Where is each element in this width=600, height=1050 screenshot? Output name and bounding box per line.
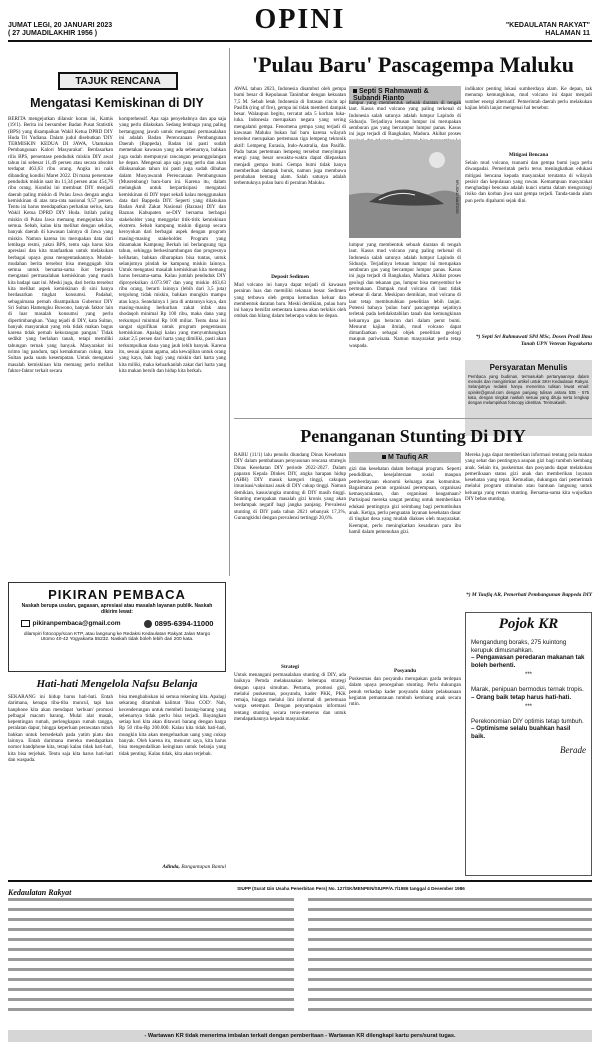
pojok-item-text: Marak, penipuan bermodus ternak tropis. (471, 685, 584, 693)
imprint-line (8, 938, 294, 941)
masthead-paper: "KEDAULATAN RAKYAT" HALAMAN 11 (505, 22, 590, 37)
pulau-subhead-deposit: Deposit Sedimen (271, 274, 309, 280)
section-divider (234, 418, 592, 419)
imprint-line (8, 898, 294, 901)
pulau-col1: AWAL tahun 2023, Indonesia disambut oleh gempa bumi besar di Kepulauan Tanimbar dengan kekuatan 7,5 M. Sebab letak Indonesia di lintasan cincin api Pasifik (ring of fire), gempa ini tidak memberi dampak besar. Walaupun begitu, tercatat ada 5 korban luka-luka. Indonesia merupakan negara yang sering mengalami gempa. Fenomena gempa yang terjadi di kawasan Maluku bukan hal baru karena wilayah tersebut merupakan pertemuan tiga lempeng tektonik aktif: Lempeng Eurasia, Indo-Australia, dan Pasifik. Pada batas pertemuan lempeng tersebut menyimpan energi yang besar sewaktu-waktu dapat dilepaskan menjadi gempa bumi. Gempa bumi tidak hanya memberikan dampak buruk, namun juga membawa perubahan bentang alam. Salah satunya adalah terbentuknya pulau baru di perairan Maluku. (234, 86, 346, 187)
stunting-col3: Mereka juga dapat memberikan informasi tentang pola makan yang sehat dan pentingnya asupan gizi bagi tumbuh kembang anak. Selain itu, puskesmas dan posyandu dapat melakukan pemeriksaan status gizi anak dan memberikan layanan kesehatan yang tepat. Kemudian, dukungan dari pemerintah melalui program stimulan atau bantuan langsung untuk keluarga yang rentan stunting. Bersama-sama kita wujudkan DIY bebas stunting. (465, 452, 592, 503)
stunting-col1: RABU (11/1) lalu penulis diundang Dinas Kesehatan DIY dalam pembahasan penyusunan rencana strategis Dinas Kesehatan DIY periode 2022-2027. Dalam paparan Kepala Dinkes DIY, angka harapan hidup (AHH) DIY masuk kategori tinggi, cakupan imunisasi/vaksinasi anak di DIY cukup tinggi. Namun demikian, kasus/angka stunting di DIY masih tinggi. Stunting merupakan masalah gizi kronis yang akan berdampak negatif bagi jangka panjang. Prevalensi stunting di DIY pada tahun 2021 sebanyak 17,3%, Gunungkidul dengan prevalensi tertinggi 20,6%. (234, 452, 346, 521)
imprint-line (308, 1008, 592, 1011)
stunting-col2b: Puskesmas dan posyandu merupakan garda terdepan dalam upaya pencegahan stunting. Perlu dukungan penuh terhadap kader posyandu dalam pelaksanaan kegiatan pemantauan tumbuh kembang anak secara rutin. (349, 676, 461, 708)
tajuk-col2: komprehensif. Apa saja penyebabnya dan apa saja yang perlu dilakukan. Sedang lembaga yang paling bertanggung jawab untuk mengatasi permasalahan ini adalah Badan Perencanaan Pembangunan Daerah (Bappeda). Badan ini pasti sudah memetakan kawasan yang ada sebenarnya, bahkan juga sudah mempunyai rancangan penanggulangan ke depan. Mengenai apa saja yang perlu dan akan dilaksanakan tahun ini pasti juga sudah dibahas dalam Musyawarah Perencanaan Pembangunan (Musrenbang) baru-baru ini. Karena itu, dalam melangkah untuk berpartisipasi mengatasi kemiskinan di DIY tepat sekali kalau menggunakan data dari Bappeda DIY. Seperti yang dilakukan Badan Amil Zakat Nasional (Baznas) DIY dan Baznas Kabupaten se-DIY bersama berbagai stakeholder yang menggelar titik-titik kemiskinan ekstrem. Sebab kampung miskin digarap secara keroyokan dari berbagai aspek dengan program masing-masing stakeholder. Program yang dinamakan Kampung Berkah ini berlangsung tiga tahun, sehingga berkesinambungan dan progresnya kelihatan, bahkan diharapkan bisa tuntas, untuk selanjutnya pindah ke kampung miskin lainnya. Untuk mengatasi masalah kemiskinan kita memang harus bersama-sama. Kalau jumlah penduduk DIY diproyeksikan 4.073.907 dan yang miskin 463,63 ribu orang, berarti lainnya (lebih dari 3,5 juta) tergolong tidak miskin, bahkan mungkin mampu atau kaya. Seandainya 1 juta di antaranya kaya, dan masing-masing berkurban zakat infak atau shodaqoh minimal Rp 100 ribu, maka dana yang terkumpul minimal Rp 100 miliar. Tentu dana ini sangat signifikan untuk program pengentasan kemiskinan. Apalagi kalau yang menyumbangkan zakat 2,5 persen dari harta yang dimiliki, pasti akan terkumpulkan dana yang jauh lebih banyak. Karena itu, sesuai ajaran agama, ada kewajiban untuk orang yang kaya, hak bagi yang miskin dari harta yang kita miliki, maka keluarkanlah zakat dari harta yang kita makan bersih dan hidup kita berkah. (119, 116, 226, 374)
imprint-line (8, 998, 294, 1001)
hati-signature: Adinda, Banguntapan Bantul (162, 864, 226, 870)
whatsapp-icon (144, 620, 152, 628)
pojok-signature: Berade (560, 744, 586, 755)
pulau-title: 'Pulau Baru' Pascagempa Maluku (251, 52, 575, 77)
imprint-line (308, 958, 592, 961)
stunting-author: M Taufiq AR (349, 452, 461, 463)
imprint-line (308, 938, 592, 941)
imprint-line (308, 988, 592, 991)
persyaratan-body: Pembaca yang budiman, termasukah pertanyaannya dalam menulis dan mengirimkan artikel untuk SKH Kedaulatan Rakyat. Selanjutnya redaksi hanya menerima tulisan lewat email: opinikr@gmail.com dengan panjang tulisan antara 535 - 575 kata, dengan singkat naskah sesuai yang dituju serta lengkap dengan melampirkan fotocopy identitas. Terimakasih. (468, 374, 589, 406)
footer-disclaimer: - Wartawan KR tidak menerima imbalan terkait dengan pemberitaan - Wartawan KR dilengkapi kartu pers/surat tugas. (8, 1030, 592, 1042)
hati-title: Hati-hati Mengelola Nafsu Belanja (36, 678, 198, 690)
imprint-line (8, 928, 294, 931)
pulau-subhead-mitigasi: Mitigasi Bencana (508, 152, 549, 158)
pulau-col2-top: lumpur yang membentuk sebuah daratan di tengah laut. Kasus mud volcano yang paling terkenal di Indonesia salah satunya adalah lumpur Lapindo di Sidoarjo. Terjadinya letusan lumpur ini merupakan semburan gas yang bercampur lumpur panas. Kasus ini juga terjadi di Bangkalan, Madura. Akibat proses (349, 100, 461, 138)
photo-credit: KR-JOKO SANTOSO (455, 180, 459, 214)
pikiran-tagline: Naskah berupa usulan, gagasan, apresiasi atau masalah layanan publik. Naskah dikirim lewat: (21, 603, 213, 615)
pikiran-whatsapp[interactable]: 0895-6394-11000 (144, 619, 214, 628)
stunting-col1b: Untuk menangani permasalahan stunting di DIY, ada baiknya Pemda melaksanakan beberapa strategi dengan upaya simultan. Pertama, promosi gizi, melalui puskesmas, posyandu, kader PKK, PKK remaja, hingga melalui lini informal di pertemuan warga setempat. Dengan penyampaian informasi tentang stunting secara terus-menerus dan untuk mendapatkannya kepada masyarakat. (234, 672, 346, 723)
persyaratan-title: Persyaratan Menulis (489, 363, 568, 372)
pikiran-note: dilampiri fotocopy/scan KTP, atau langsung ke Redaksi Kedaulatan Rakyat Jalan Margo Utomo 40-42 Yogyakarta 55232. Naskah tidak boleh lebih dari 200 kata. (23, 632, 211, 642)
pulau-col3b: Selain mud volcano, tsunami dan gempa bumi juga perlu diwaspadai. Pemerintah perlu terus meningkatkan edukasi mitigasi bencana kepada masyarakat terutama di wilayah pesisir dan kepulauan yang rawan. Kemampuan masyarakat menghadapi bencana adalah kunci utama dalam mengurangi risiko dan korban jiwa saat gempa terjadi. Tanda-tanda alam pun perlu dipahami sejak dini. (465, 160, 592, 204)
pojok-item-quip: – Orang baik tetap harus hati-hati. (471, 693, 572, 701)
imprint-line (308, 968, 592, 971)
island-illustration-svg (349, 140, 461, 238)
pikiran-title: PIKIRAN PEMBACA (48, 587, 186, 602)
section-title: OPINI (254, 4, 346, 35)
imprint-line (8, 968, 294, 971)
stunting-subhead-posyandu: Posyandu (393, 668, 417, 674)
imprint-line (308, 998, 592, 1001)
tajuk-col1: BERITA mengejutkan dilansir koran ini, Kamis (19/1). Berita ini bersumber Badan Pusat Statistik (BPS) yang disampaikan Wakil Ketua DPRD DIY Huda Tri Yudiana. Dalam judul disebutkan 'DIY TERMISKIN KEDUA DI JAWA, Utamakan Pembangunan Kalori Masyarakat'. Berdasarkan rilis BPS, persentase penduduk miskin DIY awal tahun ini sebesar 11,49 persen atau secara absolut terdapat 463,63 ribu orang. Angka ini naik dibanding kondisi Maret 2022. Di mana persentase penduduk miskin saat itu 11,34 persen atau 454,76 ribu orang. Kondisi ini membuat DIY menjadi daerah paling miskin di Pulau Jawa dengan angka kemiskinan di atas rata-rata nasional 9,57 persen. Tentu ini harus mendapatkan perhatian serius, kata Wakil Ketua DPRD DIY Huda. Istilah paling miskin di Pulau Jawa memang mengejutkan kita semua. Sebab, kalau kita melihat dengan sekilas, banyak daerah di kawasan lainnya di Jawa yang miskin. Namun karena itu merupakan data dari lembaga resmi, yakni BPS, tentu saja harus kita apresiasi dan kita manfaatkan untuk melakukan berbagai upaya guna mengentaskannya. Mudah-mudahan berita tersebut bisa menggugah kita semua untuk bersama-sama ikut berperan mengatasi permasalahan kemiskinan yang masih kita hadapi saat ini. Meski juga, dari berita tersebut kita melihat aspek kemiskinan di sini hanya berdasarkan tingkat konsumsi. Padahal, sebagaimana pernah disampaikan Gubernur DIY Sri Sultan Hamengku Buwono, banyak faktor lain di luar masalah konsumsi yang perlu dipertimbangkan. 'Yang tejadi di DIY, kata Sultan, banyak masyarakat yang rela tidak makan bagus karena tidak pernah kekurangan pangan.' Tidak sedikit yang berlahan tanah, tetapi memiliki tabungan ternak yang banyak. Masyarakat ini nrimo ing pandum, tapi kemakmuran cukup, kata Sultan pada suatu kesempatan. Untuk mengatasi masalah kemiskinan kita memang perlu melihat faktor-faktor terkait secara (8, 116, 113, 374)
persyaratan-box (465, 360, 592, 436)
stunting-signature: *) M Taufiq AR, Pemerhati Pembangunan Bappeda DIY (466, 592, 592, 598)
pojok-items (471, 639, 586, 741)
footer-imprint (8, 896, 592, 1026)
pojok-separator: *** (524, 672, 532, 679)
pulau-author: Septi S Rahmawati & Subandi Rianto (349, 86, 461, 104)
pojok-kr-box (465, 612, 592, 876)
footer-rule (8, 880, 592, 882)
footer-brand: Kedaulatan Rakyat (8, 888, 72, 897)
imprint-line (308, 948, 592, 951)
column-divider (229, 48, 230, 576)
pojok-item (471, 639, 586, 680)
bullet-icon (353, 89, 357, 93)
imprint-line (8, 948, 294, 951)
tajuk-title: Mengatasi Kemiskinan di DIY (30, 96, 204, 110)
bullet-icon (382, 455, 386, 459)
pojok-item-text: Mengandung boraks, 275 kuintong kerupuk dimusnahkan. (471, 639, 567, 654)
imprint-line (8, 908, 294, 911)
footer-siup: SIUPP (Surat Izin Usaha Penerbitan Pers) No. 127/SK/MENPEN/SIUPP/A.7/1986 tanggal 4 Desember 1986 (237, 886, 465, 891)
imprint-line (8, 988, 294, 991)
pojok-item (471, 686, 586, 712)
pulau-illustration (349, 140, 461, 238)
hati-col2: bisa menghabiskan isi semua rekening kita. Apalagi sekarang ditambah kalimat 'Bisa COD'. Nah, kecenderungan untuk membeli barang-barang yang sebenarnya tidak perlu bisa terjadi. Bayangkan setiap hari kita akan ditawari barang dengan harga Rp 50 ribu-Rp 200.000. Kalau kita tidak hati-hati, mungkin kita akan mengeluarkan uang yang cukup banyak. Oleh karena itu, menurut saya, kita harus bisa mengendalikan keinginan untuk belanja yang tidak penting. Kalau tidak, kita akan terjebak. (119, 694, 226, 757)
stunting-col2: gizi dan kesehatan dalam berbagai program. Seperti pendidikan, kesejahteraan sosial maupun pemberdayaan ekonomi keluarga atau komunitas. Bagaimana peran organisasi perempuan, organisasi kemasyarakatan, dan organisasi keagamaan? Partisipasi mereka sangat penting untuk memberikan edukasi pentingnya gizi seimbang bagi pertumbuhan anak. Ketiga, perlu penguatan layanan kesehatan dasar di tingkat desa yang mudah diakses oleh masyarakat. Keempat, perlu meningkatkan kesadaran para ibu hamil dalam pemenuhan gizi. (349, 466, 461, 535)
imprint-line (308, 918, 592, 921)
imprint-line (308, 898, 592, 901)
masthead-date: JUMAT LEGI, 20 JANUARI 2023 ( 27 JUMADILAKHIR 1956 ) (8, 22, 113, 37)
stunting-subhead-strategi: Strategi (281, 664, 299, 670)
stunting-title: Penanganan Stunting Di DIY (300, 426, 526, 446)
imprint-line (8, 918, 294, 921)
pojok-item-quip: – Pengawasan peredaran makanan tak boleh berhenti. (471, 654, 585, 669)
pulau-col1b: Mud volcano ini hanya dapat terjadi di kawasan perairan luas dan memiliki tekanan besar. Sedimen yang terbawa oleh gempa kemudian keluar dan membentuk daratan baru. Meski demikian, pulau baru ini hanya bersifat sementara karena akan terkikis oleh ombak dan hilang dalam beberapa waktu ke depan. (234, 282, 346, 320)
pulau-signature: *) Septi Sri Rahmawati SPd MSc, Dosen Prodi Ilmu Tanah UPN Veteran Yogyakarta (475, 334, 592, 347)
imprint-line (308, 978, 592, 981)
imprint-line (308, 928, 592, 931)
imprint-line (8, 958, 294, 961)
pojok-separator: *** (524, 704, 532, 711)
pikiran-pembaca-box (8, 582, 226, 672)
pojok-item-text: Perekonomian DIY optimis tetap tumbuh. (471, 717, 584, 725)
imprint-text-lines (8, 896, 592, 1026)
pulau-col2: lumpur yang membentuk sebuah daratan di tengah laut. Kasus mud volcano yang paling terkenal di Indonesia salah satunya adalah lumpur Lapindo di Sidoarjo. Terjadinya letusan lumpur ini merupakan semburan gas yang bercampur lumpur panas. Kasus ini juga terjadi di Bangkalan, Madura. Akibat proses geologi dan tekanan gas, lumpur bisa menyembur ke permukaan. Dampak mud volcano di laut tidak sebesar di darat. Meskipun demikian, mud volcano di laut tetap membutuhkan penelitian lebih lanjut. Potensi bahaya 'pulau baru' pascagempa sejatinya terletak pada ketidakstabilan tanah dan kemungkinan keluarnya gas beracun dari dalam perut bumi. Menurut kajian ilmiah, mud volcano dapat dimanfaatkan sebagai objek penelitian geologi maupun pariwisata. Namun masyarakat perlu tetap waspada. (349, 242, 461, 349)
hati-col1: SEKARANG ini hidup harus hati-hati. Entah darimana, kenapa tiba-tiba muncul, tapi han hanphone kita akan mendapat 'serbuan' promosi pelbagai macam barang. Mulai alat masak, kepentingan rumah, perlengkapan rumah tangga, peralatan dapur, hingga keperluan perawatan tubuh bahkan untuk bersedekah pada yatim piatu dan lainnya. Entah darimana mereka mendapatkan nomor handphone kita, tetapi kalau tidak hati-hati, kita bisa terjebak. Tentu saja kita harus hati-hati dan waspada. (8, 694, 113, 763)
pojok-title: Pojok KR (498, 616, 559, 632)
imprint-line (308, 908, 592, 911)
pojok-item (471, 718, 586, 741)
imprint-line (8, 978, 294, 981)
pikiran-email[interactable]: pikiranpembaca@gmail.com (21, 620, 121, 627)
header-rule (8, 40, 592, 42)
imprint-line (8, 1008, 294, 1011)
pojok-item-quip: – Optimisme selalu buahkan hasil baik. (471, 725, 571, 740)
email-icon (21, 620, 30, 627)
pulau-col3: indikator penting lokasi sumberdaya alam. Ke depan, tak menutup kemungkinan, mud volcano ini dapat menjadi sumber energi alternatif. Pemerintah daerah perlu melakukan kajian lebih lanjut mengenai hal tersebut. (465, 86, 592, 111)
tajuk-label-box: TAJUK RENCANA (58, 72, 178, 90)
